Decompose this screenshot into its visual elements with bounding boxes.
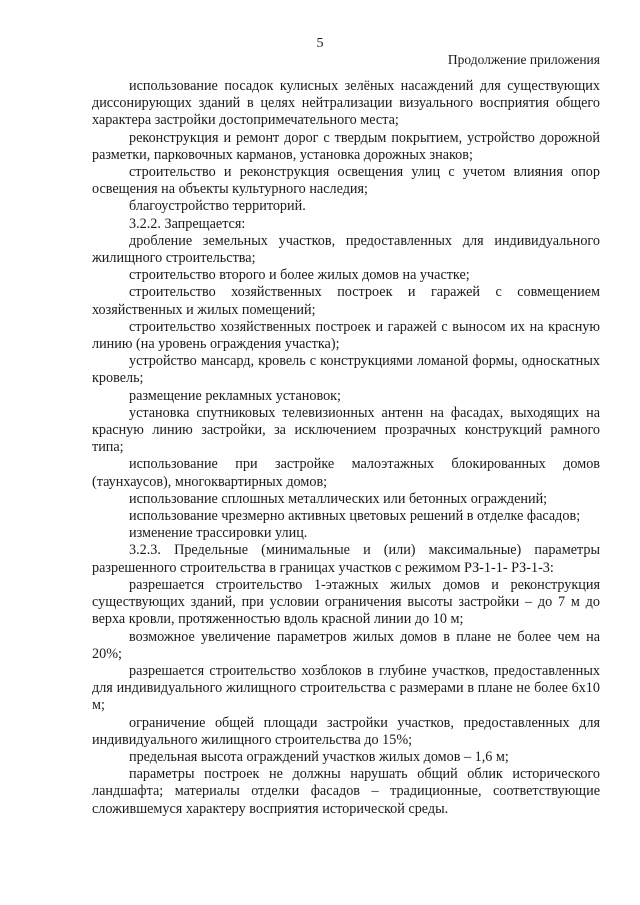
paragraph: возможное увеличение параметров жилых домов в плане не более чем на 20%; [92,628,600,662]
paragraph: строительство второго и более жилых домов на участке; [129,267,470,284]
paragraph: параметры построек не должны нарушать общий облик исторического ландшафта; материалы отделки фасадов – традиционные, соответствующие сложившемуся характеру восприятия исторической среды. [92,766,600,817]
document-body [92,78,600,818]
section-heading-3-2-3: 3.2.3. Предельные (минимальные и (или) максимальные) параметры разрешенного строительства в границах участков с режимом РЗ-1-1- РЗ-1-3: [92,542,600,576]
section-heading-3-2-2: 3.2.2. Запрещается: [129,215,246,232]
paragraph: ограничение общей площади застройки участков, предоставленных для индивидуального жилищного строительства до 15%; [92,714,600,748]
continuation-note: Продолжение приложения [447,52,600,67]
paragraph: разрешается строительство хозблоков в глубине участков, предоставленных для индивидуального жилищного строительства с размерами в плане не более 6х10 м; [92,662,600,714]
paragraph: установка спутниковых телевизионных антенн на фасадах, выходящих на красную линию застройки, за исключением прозрачных конструкций рамного типа; [92,404,600,456]
paragraph: устройство мансард, кровель с конструкциями ломаной формы, односкатных кровель; [92,353,600,387]
page-number: 5 [316,36,324,51]
paragraph: строительство хозяйственных построек и гаражей с совмещением хозяйственных и жилых помещений; [92,284,600,318]
paragraph: размещение рекламных установок; [129,387,342,404]
paragraph: строительство и реконструкция освещения улиц с учетом влияния опор освещения на объекты культурного наследия; [92,164,600,198]
paragraph: благоустройство территорий. [129,198,306,215]
paragraph: использование посадок кулисных зелёных насаждений для существующих диссонирующих зданий в целях нейтрализации визуального восприятия общего характера застройки достопримечательного места; [92,78,600,129]
paragraph: использование при застройке малоэтажных блокированных домов (таунхаусов), многоквартирных домов; [92,456,600,490]
paragraph: предельная высота ограждений участков жилых домов – 1,6 м; [129,748,509,765]
paragraph: использование чрезмерно активных цветовых решений в отделке фасадов; [129,508,581,525]
paragraph: использование сплошных металлических или бетонных ограждений; [129,490,548,507]
paragraph: дробление земельных участков, предоставленных для индивидуального жилищного строительства; [92,232,600,267]
paragraph: разрешается строительство 1-этажных жилых домов и реконструкция существующих зданий, при условии ограничения высоты застройки – до 7 м до верха кровли, протяженностью вдоль красной линии до 10 м; [92,576,600,628]
paragraph: реконструкция и ремонт дорог с твердым покрытием, устройство дорожной разметки, парковочных карманов, установка дорожных знаков; [92,129,600,163]
paragraph: строительство хозяйственных построек и гаражей с выносом их на красную линию (на уровень ограждения участка); [92,318,600,353]
paragraph: изменение трассировки улиц. [129,525,308,542]
